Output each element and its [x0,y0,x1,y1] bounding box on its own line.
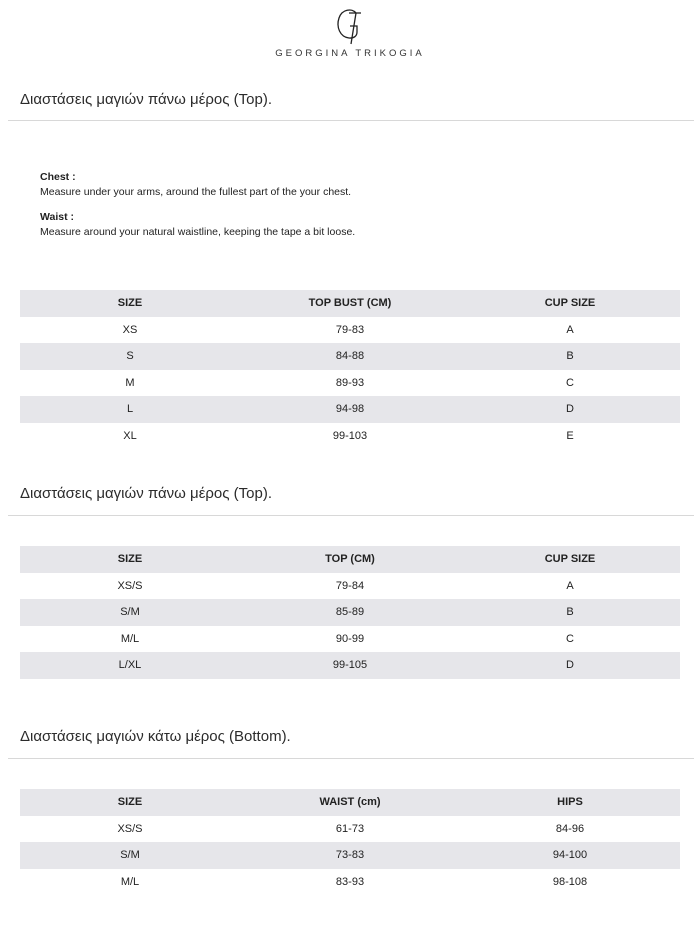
table-cell: 99-103 [332,429,368,442]
table-cell: XS/S [117,822,143,835]
table-row [20,573,680,600]
table-header-row [20,546,680,573]
table-cell: C [566,376,574,389]
table-cell: 94-98 [240,396,460,423]
divider [8,758,694,759]
size-table-top [20,546,680,679]
table-cell: M/L [120,632,140,645]
column-header: CUP SIZE [460,546,680,573]
table-row [20,842,680,869]
table-row [20,423,680,450]
table-cell: A [566,579,574,592]
table-cell: S [20,343,240,370]
table-cell: D [460,652,680,679]
size-table-top-bust [20,290,680,449]
column-header: CUP SIZE [460,290,680,317]
table-header-row [20,789,680,816]
table-cell: 90-99 [335,632,365,645]
table-cell: 84-88 [240,343,460,370]
table-cell: 94-100 [460,842,680,869]
section-heading-top-alt: Διαστάσεις μαγιών πάνω μέρος (Top). [20,485,272,502]
waist-label: Waist : [40,211,75,223]
table-cell: A [566,323,574,336]
table-cell: M [125,376,135,389]
table-cell: C [566,632,574,645]
table-row [20,317,680,344]
table-cell: S/M [20,599,240,626]
size-table-bottom [20,789,680,895]
table-row [20,869,680,896]
table-cell: 98-108 [552,875,588,888]
table-row [20,652,680,679]
chest-label: Chest : [40,171,76,183]
waist-text: Measure around your natural waistline, keeping the tape a bit loose. [40,226,356,238]
divider [8,515,694,516]
table-cell: XS/S [117,579,143,592]
table-row [20,599,680,626]
table-cell: E [566,429,574,442]
table-cell: 83-93 [335,875,365,888]
table-cell: B [460,343,680,370]
table-row [20,343,680,370]
chest-text: Measure under your arms, around the fullest part of the your chest. [40,186,352,198]
table-cell: 99-105 [240,652,460,679]
brand-logo [0,4,700,48]
table-cell: M/L [120,875,140,888]
divider [8,120,694,121]
table-cell: 85-89 [240,599,460,626]
column-header: TOP BUST (CM) [240,290,460,317]
table-cell: B [460,599,680,626]
table-cell: 89-93 [335,376,365,389]
table-cell: 79-83 [335,323,365,336]
table-cell: 73-83 [240,842,460,869]
table-cell: XS [122,323,138,336]
table-row [20,396,680,423]
table-cell: 79-84 [335,579,365,592]
table-cell: 84-96 [555,822,585,835]
column-header: WAIST (cm) [240,789,460,816]
column-header: SIZE [20,789,240,816]
table-cell: S/M [20,842,240,869]
table-cell: L/XL [20,652,240,679]
section-heading-bottom: Διαστάσεις μαγιών κάτω μέρος (Bottom). [20,728,291,745]
gt-monogram-icon [330,4,370,48]
brand-name: GEORGINA TRIKOGIA [275,48,425,59]
column-header: SIZE [20,546,240,573]
column-header: SIZE [20,290,240,317]
column-header: TOP (CM) [240,546,460,573]
measure-info [40,170,355,240]
section-heading-top: Διαστάσεις μαγιών πάνω μέρος (Top). [20,91,272,108]
table-row [20,370,680,397]
table-header-row [20,290,680,317]
table-cell: L [20,396,240,423]
table-cell: 61-73 [335,822,365,835]
table-row [20,626,680,653]
table-cell: D [460,396,680,423]
column-header: HIPS [460,789,680,816]
table-cell: XL [123,429,137,442]
table-row [20,816,680,843]
